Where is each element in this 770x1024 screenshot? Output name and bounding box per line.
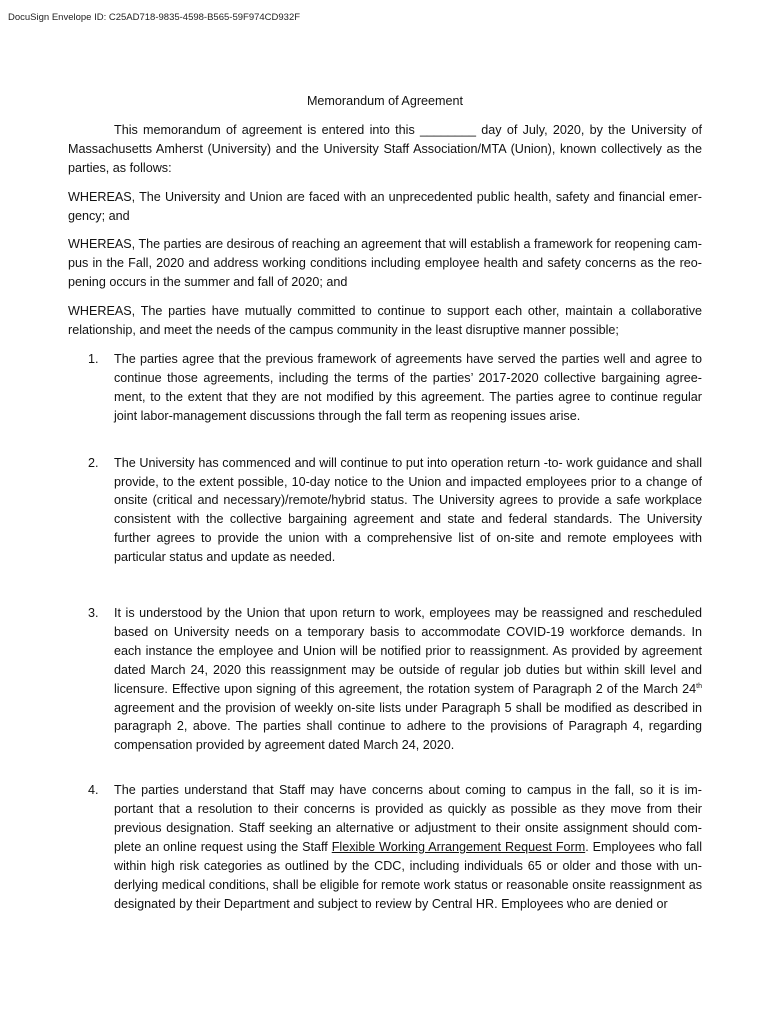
item-number: 2. <box>88 455 99 470</box>
item-text: The parties agree that the previous framework of agreements have served the parties well and agree to continue those agreements, including the terms of the parties’ 2017-2020 collective bargaining agreement, to the extent that they are not modified by this agreement. The parties agree to continue regular joint labor-management discussions through the fall term as reopening issues arise. <box>114 351 702 423</box>
item-number: 4. <box>88 783 99 798</box>
item-text-part-b: . Employees who fall within high risk categories as outlined by the CDC, including individuals 65 or older and those with underlying medical conditions, shall be eligible for remote work status or reasonable onsite reassignment as designated by their Department and subject to review by Central HR. Employees who are denied or <box>114 840 702 911</box>
agreement-item-1 <box>68 350 702 426</box>
document-title: Memorandum of Agreement <box>306 94 464 108</box>
agreement-item-4 <box>68 781 702 913</box>
item-text-part-a: It is understood by the Union that upon return to work, employees may be reassigned and rescheduled based on University needs on a temporary basis to accommodate COVID-19 workforce demands. In each instance the employee and Union will be notified prior to reassignment. As provided by agreement dated March 24, 2020 this reassignment may be outside of regular job duties but within skill level and licensure. Effective upon signing of this agreement, the rotation system of Paragraph 2 of the March 24 <box>114 606 702 696</box>
intro-paragraph: This memorandum of agreement is entered into this ________ day of July, 2020, by the University of Massachusetts Amherst (University) and the University Staff Association/MTA (Union), known collectively as the parties, as follows: <box>68 122 702 175</box>
whereas-clause-2: WHEREAS, The parties are desirous of reaching an agreement that will establish a framework for reopening campus in the Fall, 2020 and address working conditions including employee health and safety concerns as the reopening occurs in the summer and fall of 2020; and <box>68 237 702 290</box>
docusign-envelope-id: DocuSign Envelope ID: C25AD718-9835-4598-B565-59F974CD932F <box>8 12 301 23</box>
whereas-clause-1: WHEREAS, The University and Union are faced with an unprecedented public health, safety and financial emergency; and <box>68 189 702 223</box>
agreement-items-list <box>68 350 702 914</box>
flexible-working-arrangement-form-link[interactable]: Flexible Working Arrangement Request Form <box>331 840 586 854</box>
agreement-item-3 <box>68 604 702 755</box>
item-text-part-a: The parties understand that Staff may have concerns about coming to campus in the fall, so it is important that a resolution to their concerns is provided as quickly as possible as they move from their previous designation. Staff seeking an alternative or adjustment to their onsite assignment should complete an online request using the Staff <box>114 783 702 854</box>
agreement-item-2 <box>68 454 702 567</box>
item-text: The University has commenced and will continue to put into operation return -to- work guidance and shall provide, to the extent possible, 10-day notice to the Union and impacted employees prior to a change of onsite (critical and necessary)/remote/hybrid status. The University agrees to provide a safe workplace consistent with the collective bargaining agreement and state and federal standards. The University further agrees to provide the union with a comprehensive list of on-site and remote employees with particular status and update as needed. <box>114 455 702 565</box>
memorandum-page <box>68 92 702 914</box>
whereas-clause-3: WHEREAS, The parties have mutually committed to continue to support each other, maintain a collaborative relationship, and meet the needs of the campus community in the least disruptive manner possible; <box>68 304 702 338</box>
item-number: 1. <box>88 351 99 366</box>
item-number: 3. <box>88 606 99 621</box>
item-text-part-b: agreement and the provision of weekly on-site lists under Paragraph 5 shall be modified as described in paragraph 2, above. The parties shall continue to adhere to the provisions of Paragraph 4, regarding compensation provided by agreement dated March 24, 2020. <box>114 700 702 753</box>
date-superscript: th <box>696 682 702 690</box>
